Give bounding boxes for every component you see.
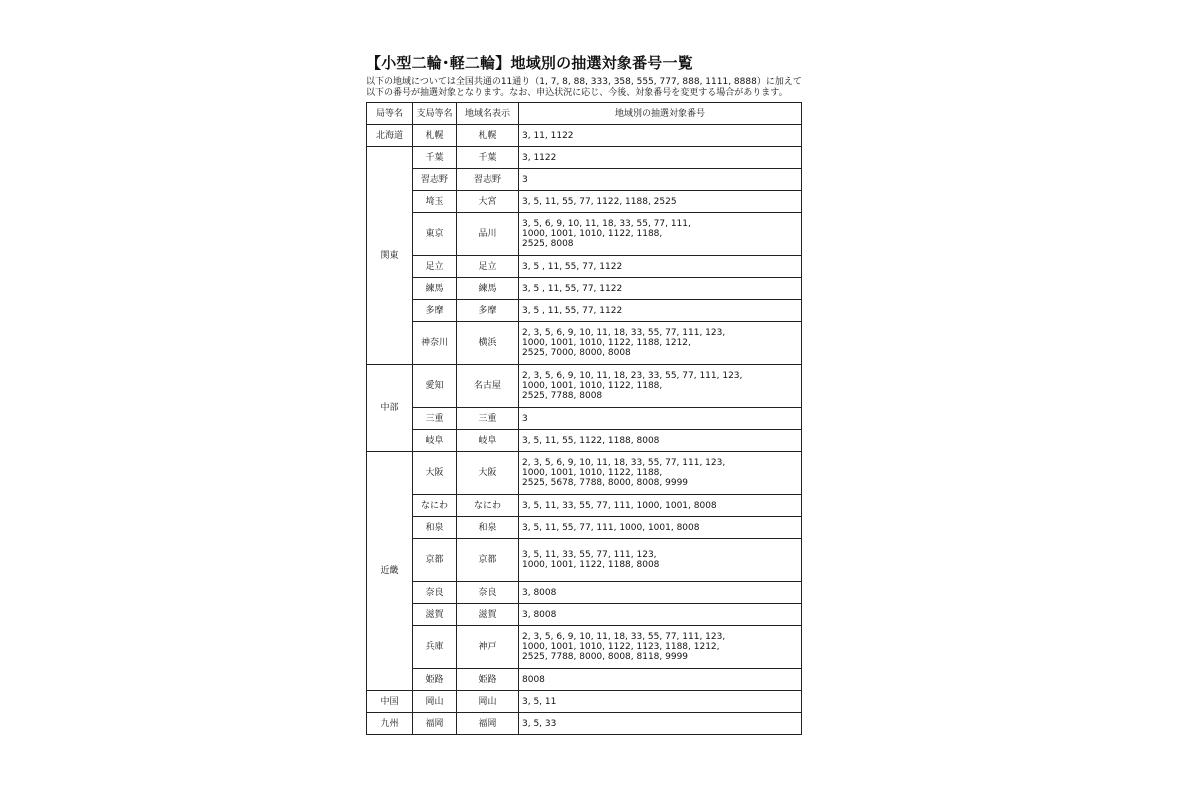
branch-name-cell: 大阪 <box>413 452 457 495</box>
area-name-cell: 足立 <box>457 256 519 278</box>
area-name-cell: 姫路 <box>457 669 519 691</box>
region-name-cell: 中部 <box>367 365 413 452</box>
lottery-number-table <box>366 102 802 735</box>
branch-name-cell: 兵庫 <box>413 626 457 669</box>
lottery-numbers-cell: 3, 8008 <box>519 604 802 626</box>
header-bureau: 局等名 <box>367 103 413 125</box>
lottery-numbers-cell: 8008 <box>519 669 802 691</box>
table-row <box>367 691 802 713</box>
region-name-cell: 中国 <box>367 691 413 713</box>
branch-name-cell: 滋賀 <box>413 604 457 626</box>
area-name-cell: 大宮 <box>457 191 519 213</box>
branch-name-cell: 足立 <box>413 256 457 278</box>
branch-name-cell: 姫路 <box>413 669 457 691</box>
branch-name-cell: 奈良 <box>413 582 457 604</box>
lottery-numbers-cell: 2, 3, 5, 6, 9, 10, 11, 18, 23, 33, 55, 77, 111, 123, 1000, 1001, 1010, 1122, 1188, 2525, 7788, 8008 <box>519 365 802 408</box>
lottery-numbers-cell: 3, 5, 11, 33, 55, 77, 111, 1000, 1001, 8008 <box>519 495 802 517</box>
table-row <box>367 169 802 191</box>
branch-name-cell: 千葉 <box>413 147 457 169</box>
area-name-cell: 多摩 <box>457 300 519 322</box>
branch-name-cell: 練馬 <box>413 278 457 300</box>
area-name-cell: 京都 <box>457 539 519 582</box>
branch-name-cell: 東京 <box>413 213 457 256</box>
table-row <box>367 408 802 430</box>
area-name-cell: 習志野 <box>457 169 519 191</box>
branch-name-cell: 岐阜 <box>413 430 457 452</box>
area-name-cell: 札幌 <box>457 125 519 147</box>
table-row <box>367 256 802 278</box>
lottery-numbers-cell: 3, 5, 11 <box>519 691 802 713</box>
area-name-cell: 千葉 <box>457 147 519 169</box>
area-name-cell: 横浜 <box>457 322 519 365</box>
table-row <box>367 626 802 669</box>
area-name-cell: 神戸 <box>457 626 519 669</box>
table-row <box>367 191 802 213</box>
header-lottery-numbers: 地域別の抽選対象番号 <box>519 103 802 125</box>
document-intro: 以下の地域については全国共通の11通り（1, 7, 8, 88, 333, 358, 555, 777, 888, 1111, 8888）に加えて以下の番号が抽選対象となります。なお、申込状況に応じ、今後、対象番号を変更する場合があります。 <box>366 77 802 98</box>
lottery-numbers-cell: 3, 5, 11, 55, 1122, 1188, 8008 <box>519 430 802 452</box>
branch-name-cell: 三重 <box>413 408 457 430</box>
branch-name-cell: 京都 <box>413 539 457 582</box>
lottery-numbers-cell: 3 <box>519 169 802 191</box>
area-name-cell: 練馬 <box>457 278 519 300</box>
table-row <box>367 278 802 300</box>
table-row <box>367 147 802 169</box>
lottery-numbers-cell: 2, 3, 5, 6, 9, 10, 11, 18, 33, 55, 77, 111, 123, 1000, 1001, 1010, 1122, 1188, 1212, 2525, 7000, 8000, 8008 <box>519 322 802 365</box>
header-area-display: 地域名表示 <box>457 103 519 125</box>
region-name-cell: 近畿 <box>367 452 413 691</box>
branch-name-cell: 岡山 <box>413 691 457 713</box>
branch-name-cell: 愛知 <box>413 365 457 408</box>
region-name-cell: 九州 <box>367 713 413 735</box>
lottery-numbers-cell: 3, 8008 <box>519 582 802 604</box>
table-row <box>367 713 802 735</box>
table-body <box>367 125 802 735</box>
branch-name-cell: なにわ <box>413 495 457 517</box>
area-name-cell: 福岡 <box>457 713 519 735</box>
document <box>366 52 802 735</box>
lottery-numbers-cell: 3, 5, 33 <box>519 713 802 735</box>
table-row <box>367 125 802 147</box>
area-name-cell: 大阪 <box>457 452 519 495</box>
area-name-cell: 岡山 <box>457 691 519 713</box>
area-name-cell: なにわ <box>457 495 519 517</box>
table-row <box>367 539 802 582</box>
area-name-cell: 奈良 <box>457 582 519 604</box>
table-row <box>367 669 802 691</box>
table-row <box>367 517 802 539</box>
table-header-row <box>367 103 802 125</box>
lottery-numbers-cell: 2, 3, 5, 6, 9, 10, 11, 18, 33, 55, 77, 111, 123, 1000, 1001, 1010, 1122, 1123, 1188, 1212, 2525, 7788, 8000, 8008, 8118, 9999 <box>519 626 802 669</box>
branch-name-cell: 習志野 <box>413 169 457 191</box>
lottery-numbers-cell: 3, 5 , 11, 55, 77, 1122 <box>519 300 802 322</box>
branch-name-cell: 札幌 <box>413 125 457 147</box>
branch-name-cell: 福岡 <box>413 713 457 735</box>
lottery-numbers-cell: 3, 5, 6, 9, 10, 11, 18, 33, 55, 77, 111, 1000, 1001, 1010, 1122, 1188, 2525, 8008 <box>519 213 802 256</box>
table-row <box>367 430 802 452</box>
lottery-numbers-cell: 3, 5, 11, 33, 55, 77, 111, 123, 1000, 1001, 1122, 1188, 8008 <box>519 539 802 582</box>
header-branch: 支局等名 <box>413 103 457 125</box>
lottery-numbers-cell: 3, 5, 11, 55, 77, 111, 1000, 1001, 8008 <box>519 517 802 539</box>
lottery-numbers-cell: 3, 5 , 11, 55, 77, 1122 <box>519 278 802 300</box>
table-row <box>367 582 802 604</box>
lottery-numbers-cell: 3, 5, 11, 55, 77, 1122, 1188, 2525 <box>519 191 802 213</box>
document-title: 【小型二輪･軽二輪】地域別の抽選対象番号一覧 <box>366 54 693 72</box>
table-row <box>367 495 802 517</box>
table-row <box>367 300 802 322</box>
table-row <box>367 322 802 365</box>
table-row <box>367 452 802 495</box>
area-name-cell: 名古屋 <box>457 365 519 408</box>
region-name-cell: 関東 <box>367 147 413 365</box>
area-name-cell: 滋賀 <box>457 604 519 626</box>
lottery-numbers-cell: 3, 11, 1122 <box>519 125 802 147</box>
lottery-numbers-cell: 3, 1122 <box>519 147 802 169</box>
area-name-cell: 三重 <box>457 408 519 430</box>
table-row <box>367 213 802 256</box>
area-name-cell: 岐阜 <box>457 430 519 452</box>
area-name-cell: 和泉 <box>457 517 519 539</box>
area-name-cell: 品川 <box>457 213 519 256</box>
lottery-numbers-cell: 2, 3, 5, 6, 9, 10, 11, 18, 33, 55, 77, 111, 123, 1000, 1001, 1010, 1122, 1188, 2525, 5678, 7788, 8000, 8008, 9999 <box>519 452 802 495</box>
branch-name-cell: 多摩 <box>413 300 457 322</box>
table-row <box>367 365 802 408</box>
branch-name-cell: 神奈川 <box>413 322 457 365</box>
branch-name-cell: 和泉 <box>413 517 457 539</box>
branch-name-cell: 埼玉 <box>413 191 457 213</box>
region-name-cell: 北海道 <box>367 125 413 147</box>
lottery-numbers-cell: 3, 5 , 11, 55, 77, 1122 <box>519 256 802 278</box>
lottery-numbers-cell: 3 <box>519 408 802 430</box>
table-row <box>367 604 802 626</box>
